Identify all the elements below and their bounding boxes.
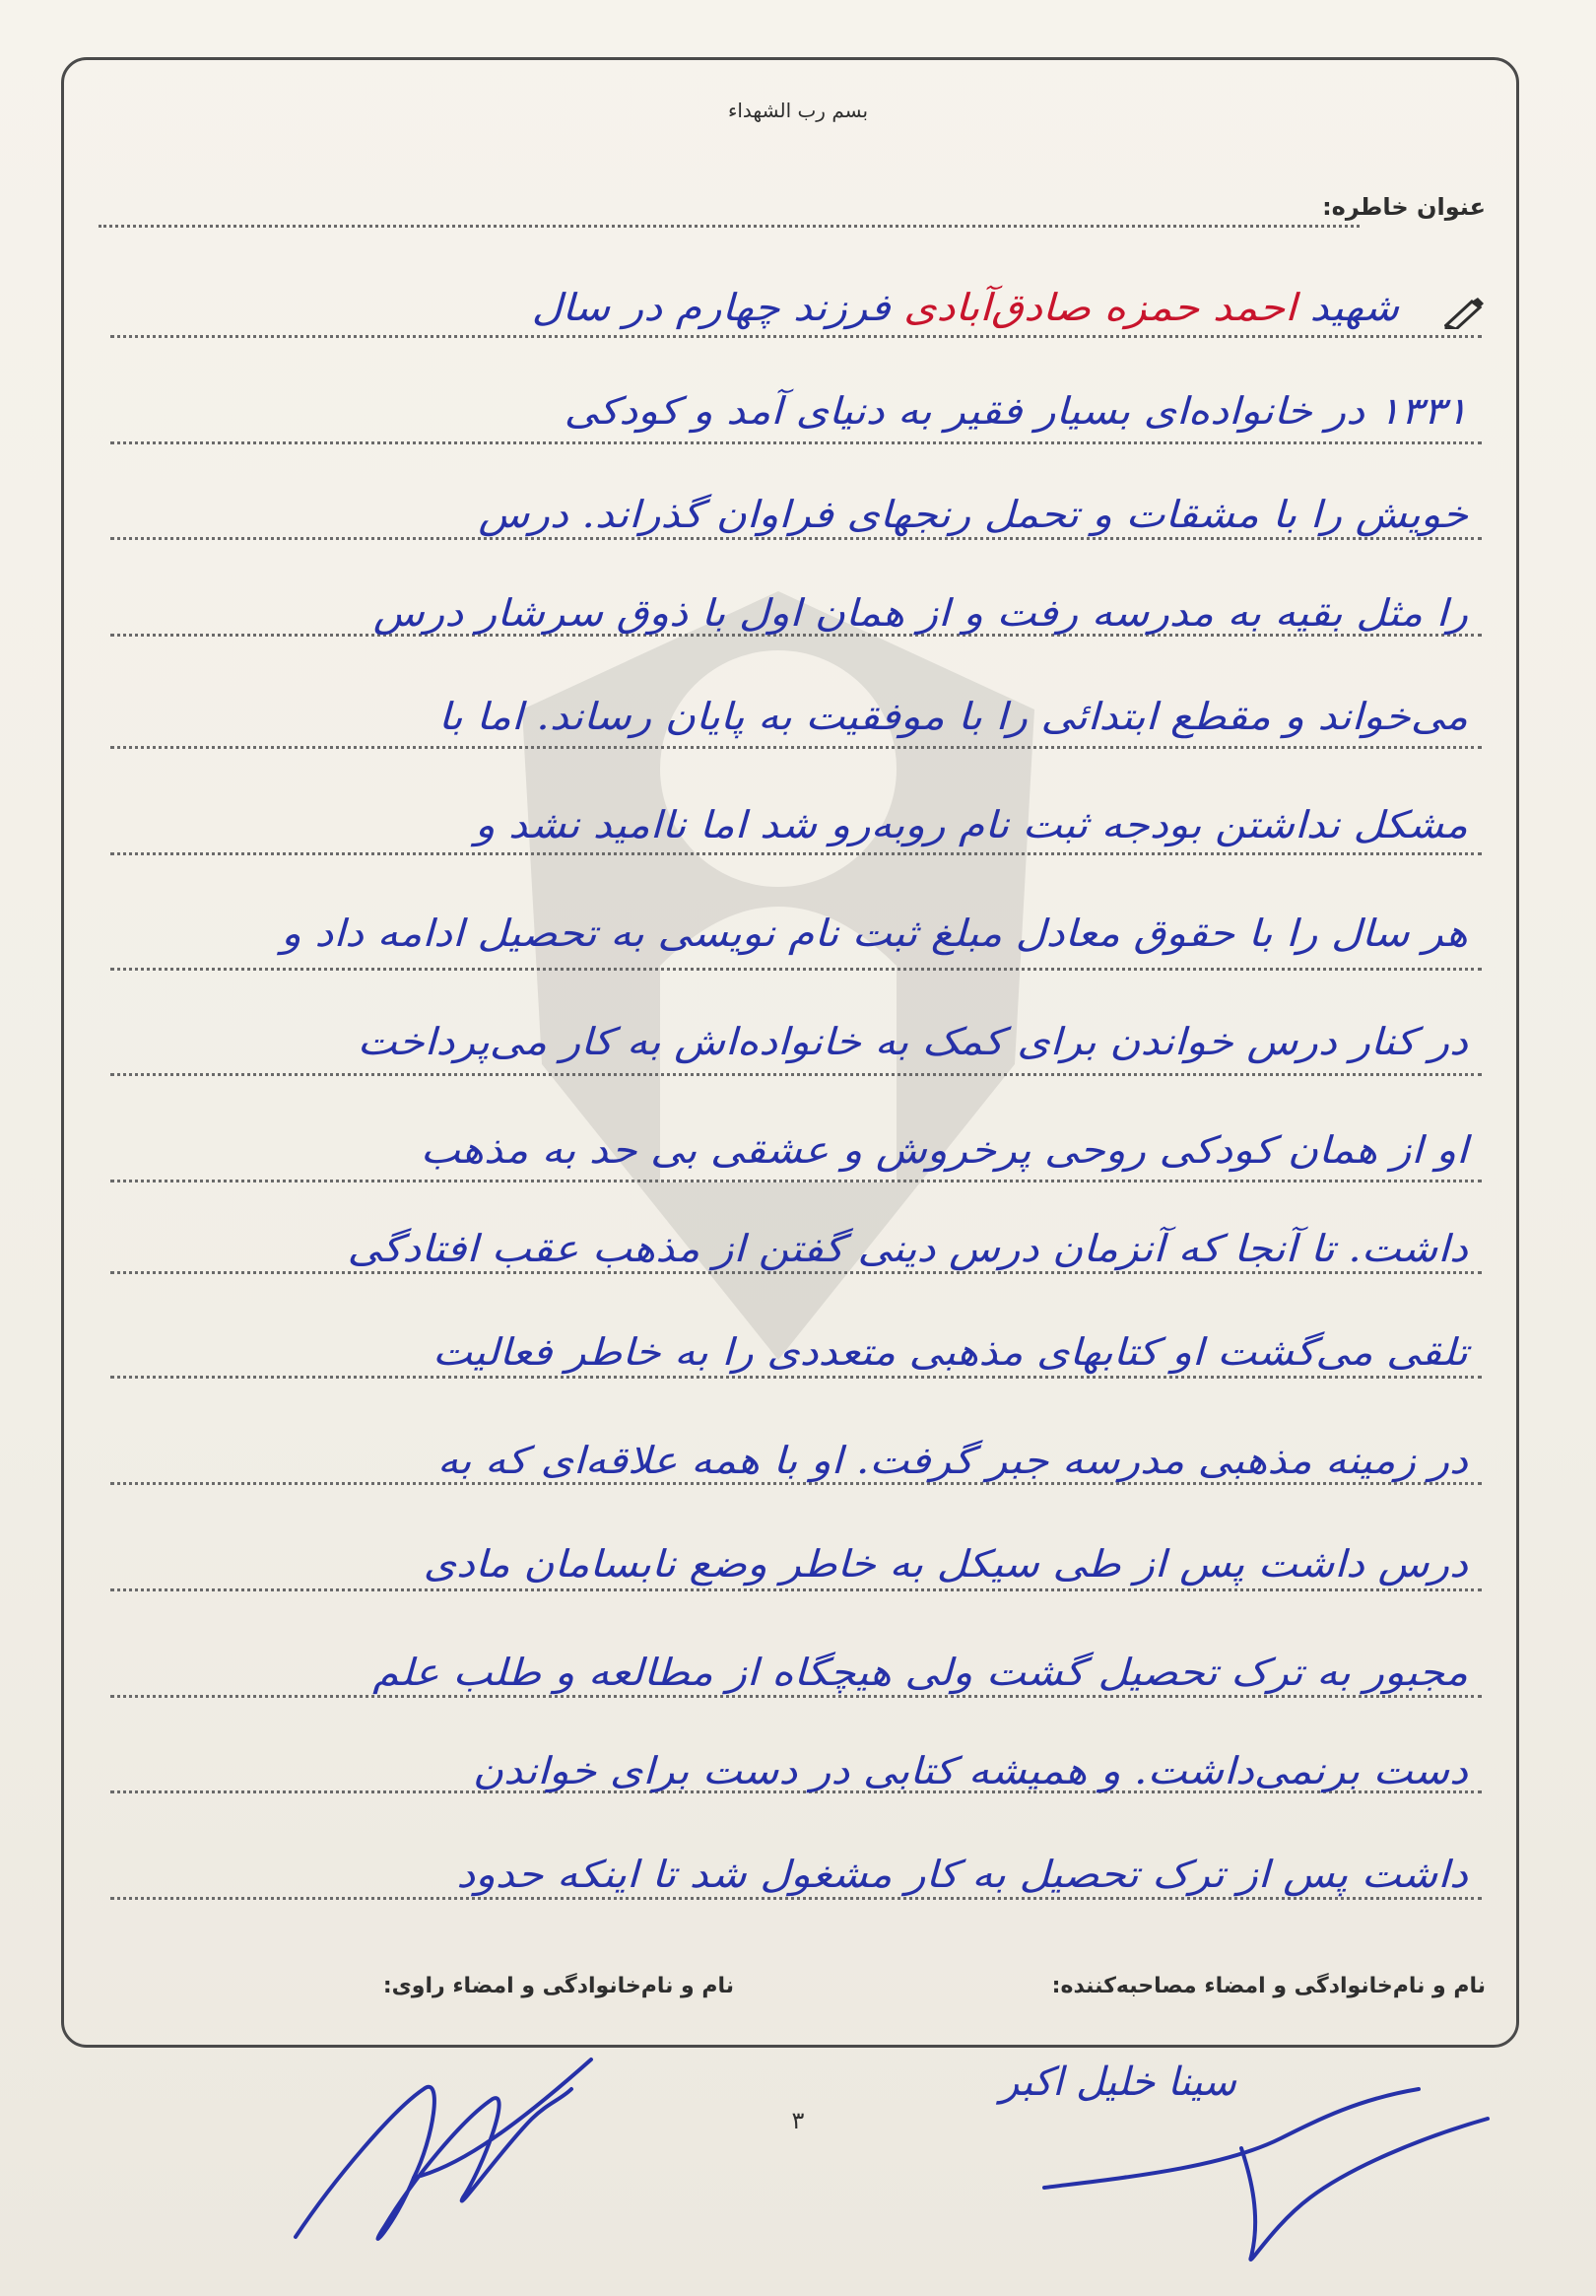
handwritten-line: داشت پس از ترک تحصیل به کار مشغول شد تا اینکه حدود <box>456 1853 1468 1896</box>
narrator-signature <box>276 2030 611 2266</box>
title-dotted-line <box>99 225 1360 228</box>
handwritten-line: تلقی می‌گشت او کتابهای مذهبی متعددی را به خاطر فعالیت <box>432 1330 1468 1374</box>
title-prefix: شهید <box>1309 286 1399 329</box>
ruled-line <box>110 1271 1482 1274</box>
handwritten-line: هر سال را با حقوق معادل مبلغ ثبت نام نویسی به تحصیل ادامه داد و <box>281 912 1468 955</box>
handwritten-line: را مثل بقیه به مدرسه رفت و از همان اول با ذوق سرشار درس <box>372 591 1468 635</box>
handwritten-line: داشت. تا آنجا که آنزمان درس دینی گفتن از مذهب عقب افتادگی <box>347 1227 1469 1270</box>
handwritten-line: ۱۳۳۱ در خانواده‌ای بسیار فقیر به دنیای آمد و کودکی <box>564 389 1468 433</box>
martyr-name: احمد حمزه صادق‌آبادی <box>903 286 1297 329</box>
ruled-line <box>110 1376 1482 1379</box>
memory-title-label: عنوان خاطره: <box>1322 193 1486 221</box>
handwritten-title-line <box>0 286 1399 329</box>
header-bismillah: بسم رب الشهداء <box>727 99 869 122</box>
narrator-signature-label: نام و نام‌خانوادگی و امضاء راوی: <box>382 1974 734 1998</box>
ruled-line <box>110 441 1482 444</box>
handwritten-line: مشکل نداشتن بودجه ثبت نام روبه‌رو شد اما ناامید نشد و <box>474 803 1468 846</box>
ruled-line <box>110 1073 1482 1076</box>
handwritten-line: در زمینه مذهبی مدرسه جبر گرفت. او با همه علاقه‌ای که به <box>436 1439 1469 1482</box>
title-suffix: فرزند چهارم در سال <box>531 286 891 329</box>
ruled-line <box>110 335 1482 338</box>
page-number: ۳ <box>791 2107 805 2134</box>
handwritten-line: خویش را با مشقات و تحمل رنجهای فراوان گذراند. درس <box>478 493 1468 536</box>
handwritten-line: در کنار درس خواندن برای کمک به خانواده‌اش به کار می‌پرداخت <box>357 1020 1469 1063</box>
interviewer-signature-label: نام و نام‌خانوادگی و امضاء مصاحبه‌کننده: <box>1051 1974 1486 1998</box>
ruled-line <box>110 1482 1482 1485</box>
handwritten-line: درس داشت پس از طی سیکل به خاطر وضع نابسامان مادی <box>423 1542 1468 1586</box>
ruled-line <box>110 1695 1482 1698</box>
ruled-line <box>110 1588 1482 1591</box>
handwritten-line: او از همان کودکی روحی پرخروش و عشقی بی حد به مذهب <box>420 1128 1468 1172</box>
ruled-line <box>110 1180 1482 1182</box>
interviewer-signature <box>1025 2079 1497 2276</box>
handwritten-line: دست برنمی‌داشت. و همیشه کتابی در دست برای خواندن <box>472 1749 1468 1792</box>
ruled-line <box>110 852 1482 855</box>
ruled-line <box>110 968 1482 971</box>
handwritten-line: می‌خواند و مقطع ابتدائی را با موفقیت به پایان رساند. اما با <box>437 695 1469 738</box>
handwritten-line: مجبور به ترک تحصیل گشت ولی هیچگاه از مطالعه و طلب علم <box>372 1651 1468 1694</box>
ruled-line <box>110 537 1482 540</box>
ruled-line <box>110 746 1482 749</box>
pen-icon <box>1444 296 1486 329</box>
interviewer-signature-name: سینا خلیل اکبر <box>1000 2060 1236 2105</box>
ruled-line <box>110 1897 1482 1900</box>
